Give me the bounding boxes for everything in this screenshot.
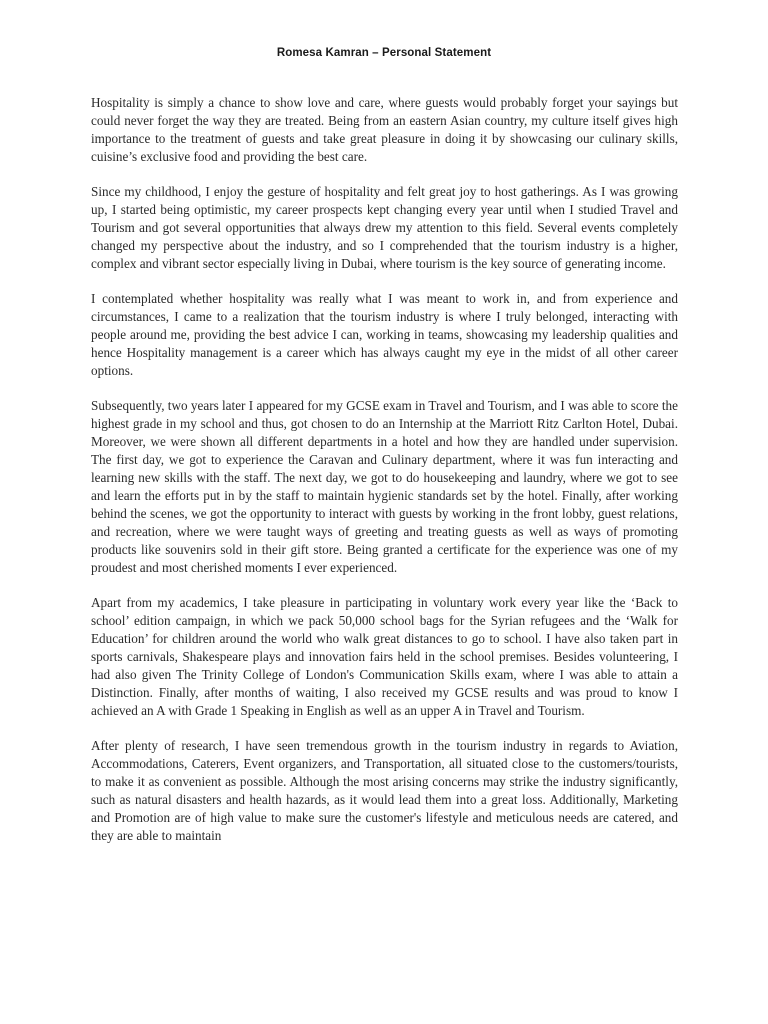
paragraph-realization: I contemplated whether hospitality was really what I was meant to work in, and from experience and circumstances, I came to a realization that the tourism industry is where I truly belonged, interacting with people around me, providing the best advice I can, working in teams, showcasing my leadership qualities and hence Hospitality management is a career which has always caught my eye in the midst of all other career options. — [91, 291, 678, 378]
paragraph-childhood: Since my childhood, I enjoy the gesture of hospitality and felt great joy to host gatherings. As I was growing up, I started being optimistic, my career prospects kept changing every year until when I studied Travel and Tourism and got several opportunities that always drew my attention to this field. Several events completely changed my perspective about the industry, and so I comprehended that the tourism industry is a higher, complex and vibrant sector especially living in Dubai, where tourism is the key source of generating income. — [91, 184, 678, 271]
paragraph-intro: Hospitality is simply a chance to show love and care, where guests would probably forget your sayings but could never forget the way they are treated. Being from an eastern Asian country, my culture itself gives high importance to the treatment of guests and take great pleasure in doing it by showcasing our culinary skills, cuisine’s exclusive food and providing the best care. — [91, 95, 678, 164]
document-body — [91, 94, 678, 862]
paragraph-research: After plenty of research, I have seen tremendous growth in the tourism industry in regards to Aviation, Accommodations, Caterers, Event organizers, and Transportation, all situated close to the customers/tourists, to make it as convenient as possible. Although the most arising concerns may strike the industry significantly, such as natural disasters and health hazards, as it would lead them into a great loss. Additionally, Marketing and Promotion are of high value to make sure the customer's lifestyle and meticulous needs are catered, and they are able to maintain — [91, 738, 678, 843]
paragraph-volunteering: Apart from my academics, I take pleasure in participating in voluntary work every year like the ‘Back to school’ edition campaign, in which we pack 50,000 school bags for the Syrian refugees and the ‘Walk for Education’ for children around the world who walk great distances to go to school. I have also taken part in sports carnivals, Shakespeare plays and innovation fairs held in the school premises. Besides volunteering, I had also given The Trinity College of London's Communication Skills exam, where I was able to attain a Distinction. Finally, after months of waiting, I also received my GCSE results and was proud to know I achieved an A with Grade 1 Speaking in English as well as an upper A in Travel and Tourism. — [91, 595, 678, 718]
paragraph-internship: Subsequently, two years later I appeared for my GCSE exam in Travel and Tourism, and I was able to score the highest grade in my school and thus, got chosen to do an Internship at the Marriott Ritz Carlton Hotel, Dubai. Moreover, we were shown all different departments in a hotel and how they are handled under supervision. The first day, we got to experience the Caravan and Culinary department, where it was fun interacting and learning new skills with the staff. The next day, we got to do housekeeping and laundry, where we got to see and learn the efforts put in by the staff to maintain hygienic standards set by the hotel. Finally, after working behind the scenes, we got the opportunity to interact with guests by working in the front lobby, guest relations, and recreation, where we were taught ways of greeting and treating guests as well as ways of promoting products like souvenirs sold in their gift store. Being granted a certificate for the experience was one of my proudest and most cherished moments I ever experienced. — [91, 398, 678, 575]
document-title: Romesa Kamran – Personal Statement — [276, 47, 492, 59]
